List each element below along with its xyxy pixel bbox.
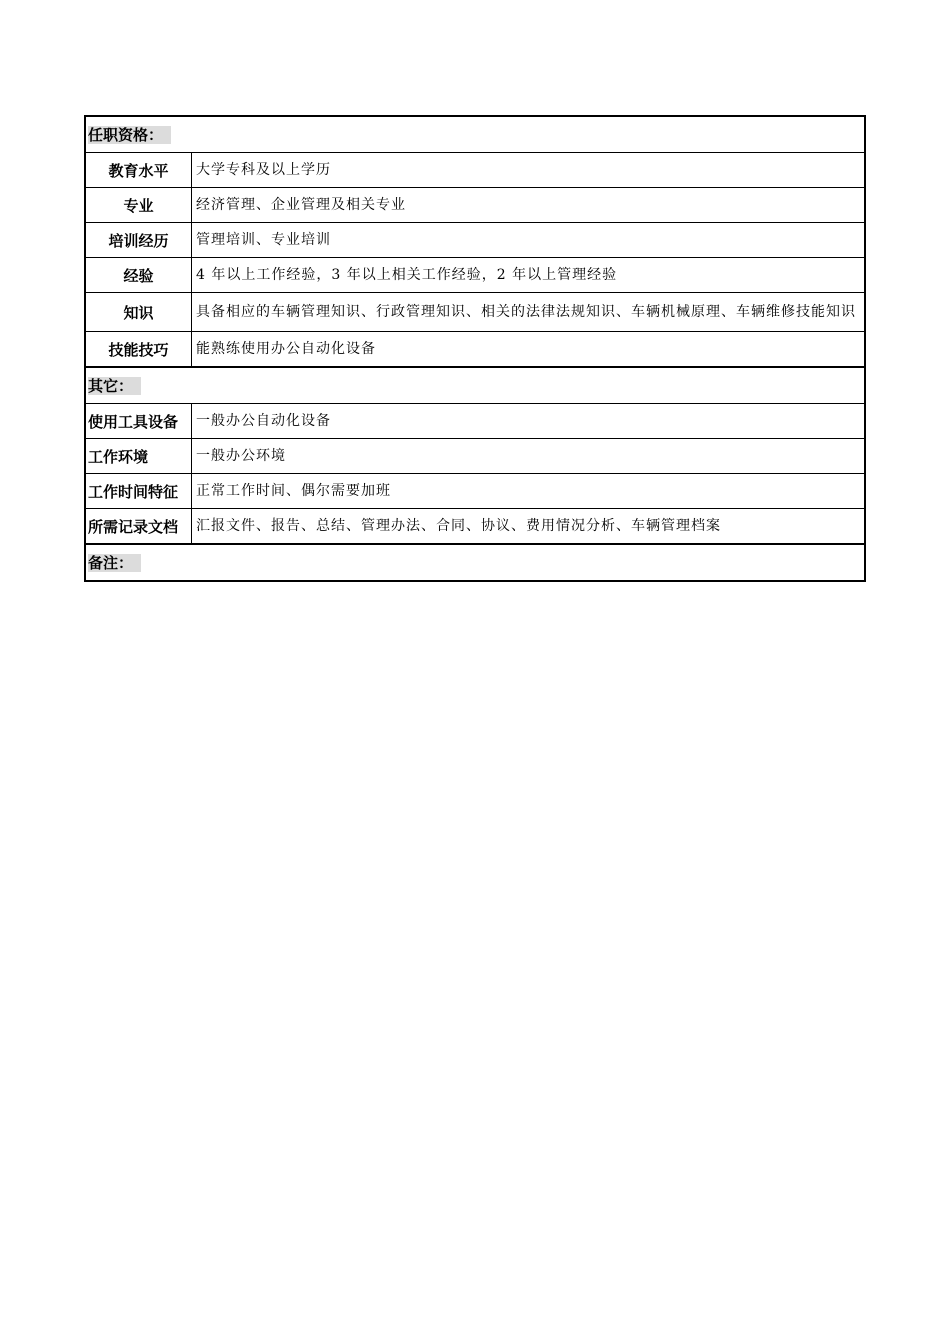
row-label: 工作环境 bbox=[86, 439, 192, 473]
table-row bbox=[86, 473, 864, 508]
row-label: 知识 bbox=[86, 293, 192, 331]
row-value: 一般办公自动化设备 bbox=[196, 412, 331, 429]
row-label: 工作时间特征 bbox=[86, 474, 192, 508]
row-label: 专业 bbox=[86, 188, 192, 222]
row-value: 具备相应的车辆管理知识、行政管理知识、相关的法律法规知识、车辆机械原理、车辆维修技能知识 bbox=[196, 303, 856, 320]
other-header-row bbox=[86, 366, 864, 403]
remarks-row bbox=[86, 543, 864, 580]
qualifications-title: 任职资格： bbox=[88, 126, 171, 144]
remarks-title: 备注： bbox=[88, 554, 141, 572]
row-value: 一般办公环境 bbox=[196, 447, 286, 464]
table-row bbox=[86, 508, 864, 543]
table-row bbox=[86, 292, 864, 331]
other-header bbox=[86, 368, 141, 403]
job-requirements-table bbox=[84, 115, 866, 582]
table-row bbox=[86, 257, 864, 292]
row-label: 技能技巧 bbox=[86, 332, 192, 366]
table-row bbox=[86, 438, 864, 473]
row-value: 汇报文件、报告、总结、管理办法、合同、协议、费用情况分析、车辆管理档案 bbox=[196, 517, 721, 534]
row-label: 经验 bbox=[86, 258, 192, 292]
row-value: 经济管理、企业管理及相关专业 bbox=[196, 196, 406, 213]
row-label: 培训经历 bbox=[86, 223, 192, 257]
table-row bbox=[86, 222, 864, 257]
table-row bbox=[86, 403, 864, 438]
row-value: 4 年以上工作经验，3 年以上相关工作经验，2 年以上管理经验 bbox=[196, 266, 618, 283]
row-label: 所需记录文档 bbox=[86, 509, 192, 543]
other-title: 其它： bbox=[88, 377, 141, 395]
table-row bbox=[86, 187, 864, 222]
row-value: 正常工作时间、偶尔需要加班 bbox=[196, 482, 391, 499]
qualifications-header-row bbox=[86, 117, 864, 152]
row-value: 大学专科及以上学历 bbox=[196, 161, 331, 178]
remarks-header bbox=[86, 545, 141, 580]
row-value: 能熟练使用办公自动化设备 bbox=[196, 340, 376, 357]
qualifications-header bbox=[86, 117, 171, 152]
row-label: 使用工具设备 bbox=[86, 404, 192, 438]
row-label: 教育水平 bbox=[86, 153, 192, 187]
table-row bbox=[86, 331, 864, 366]
row-value: 管理培训、专业培训 bbox=[196, 231, 331, 248]
table-row bbox=[86, 152, 864, 187]
